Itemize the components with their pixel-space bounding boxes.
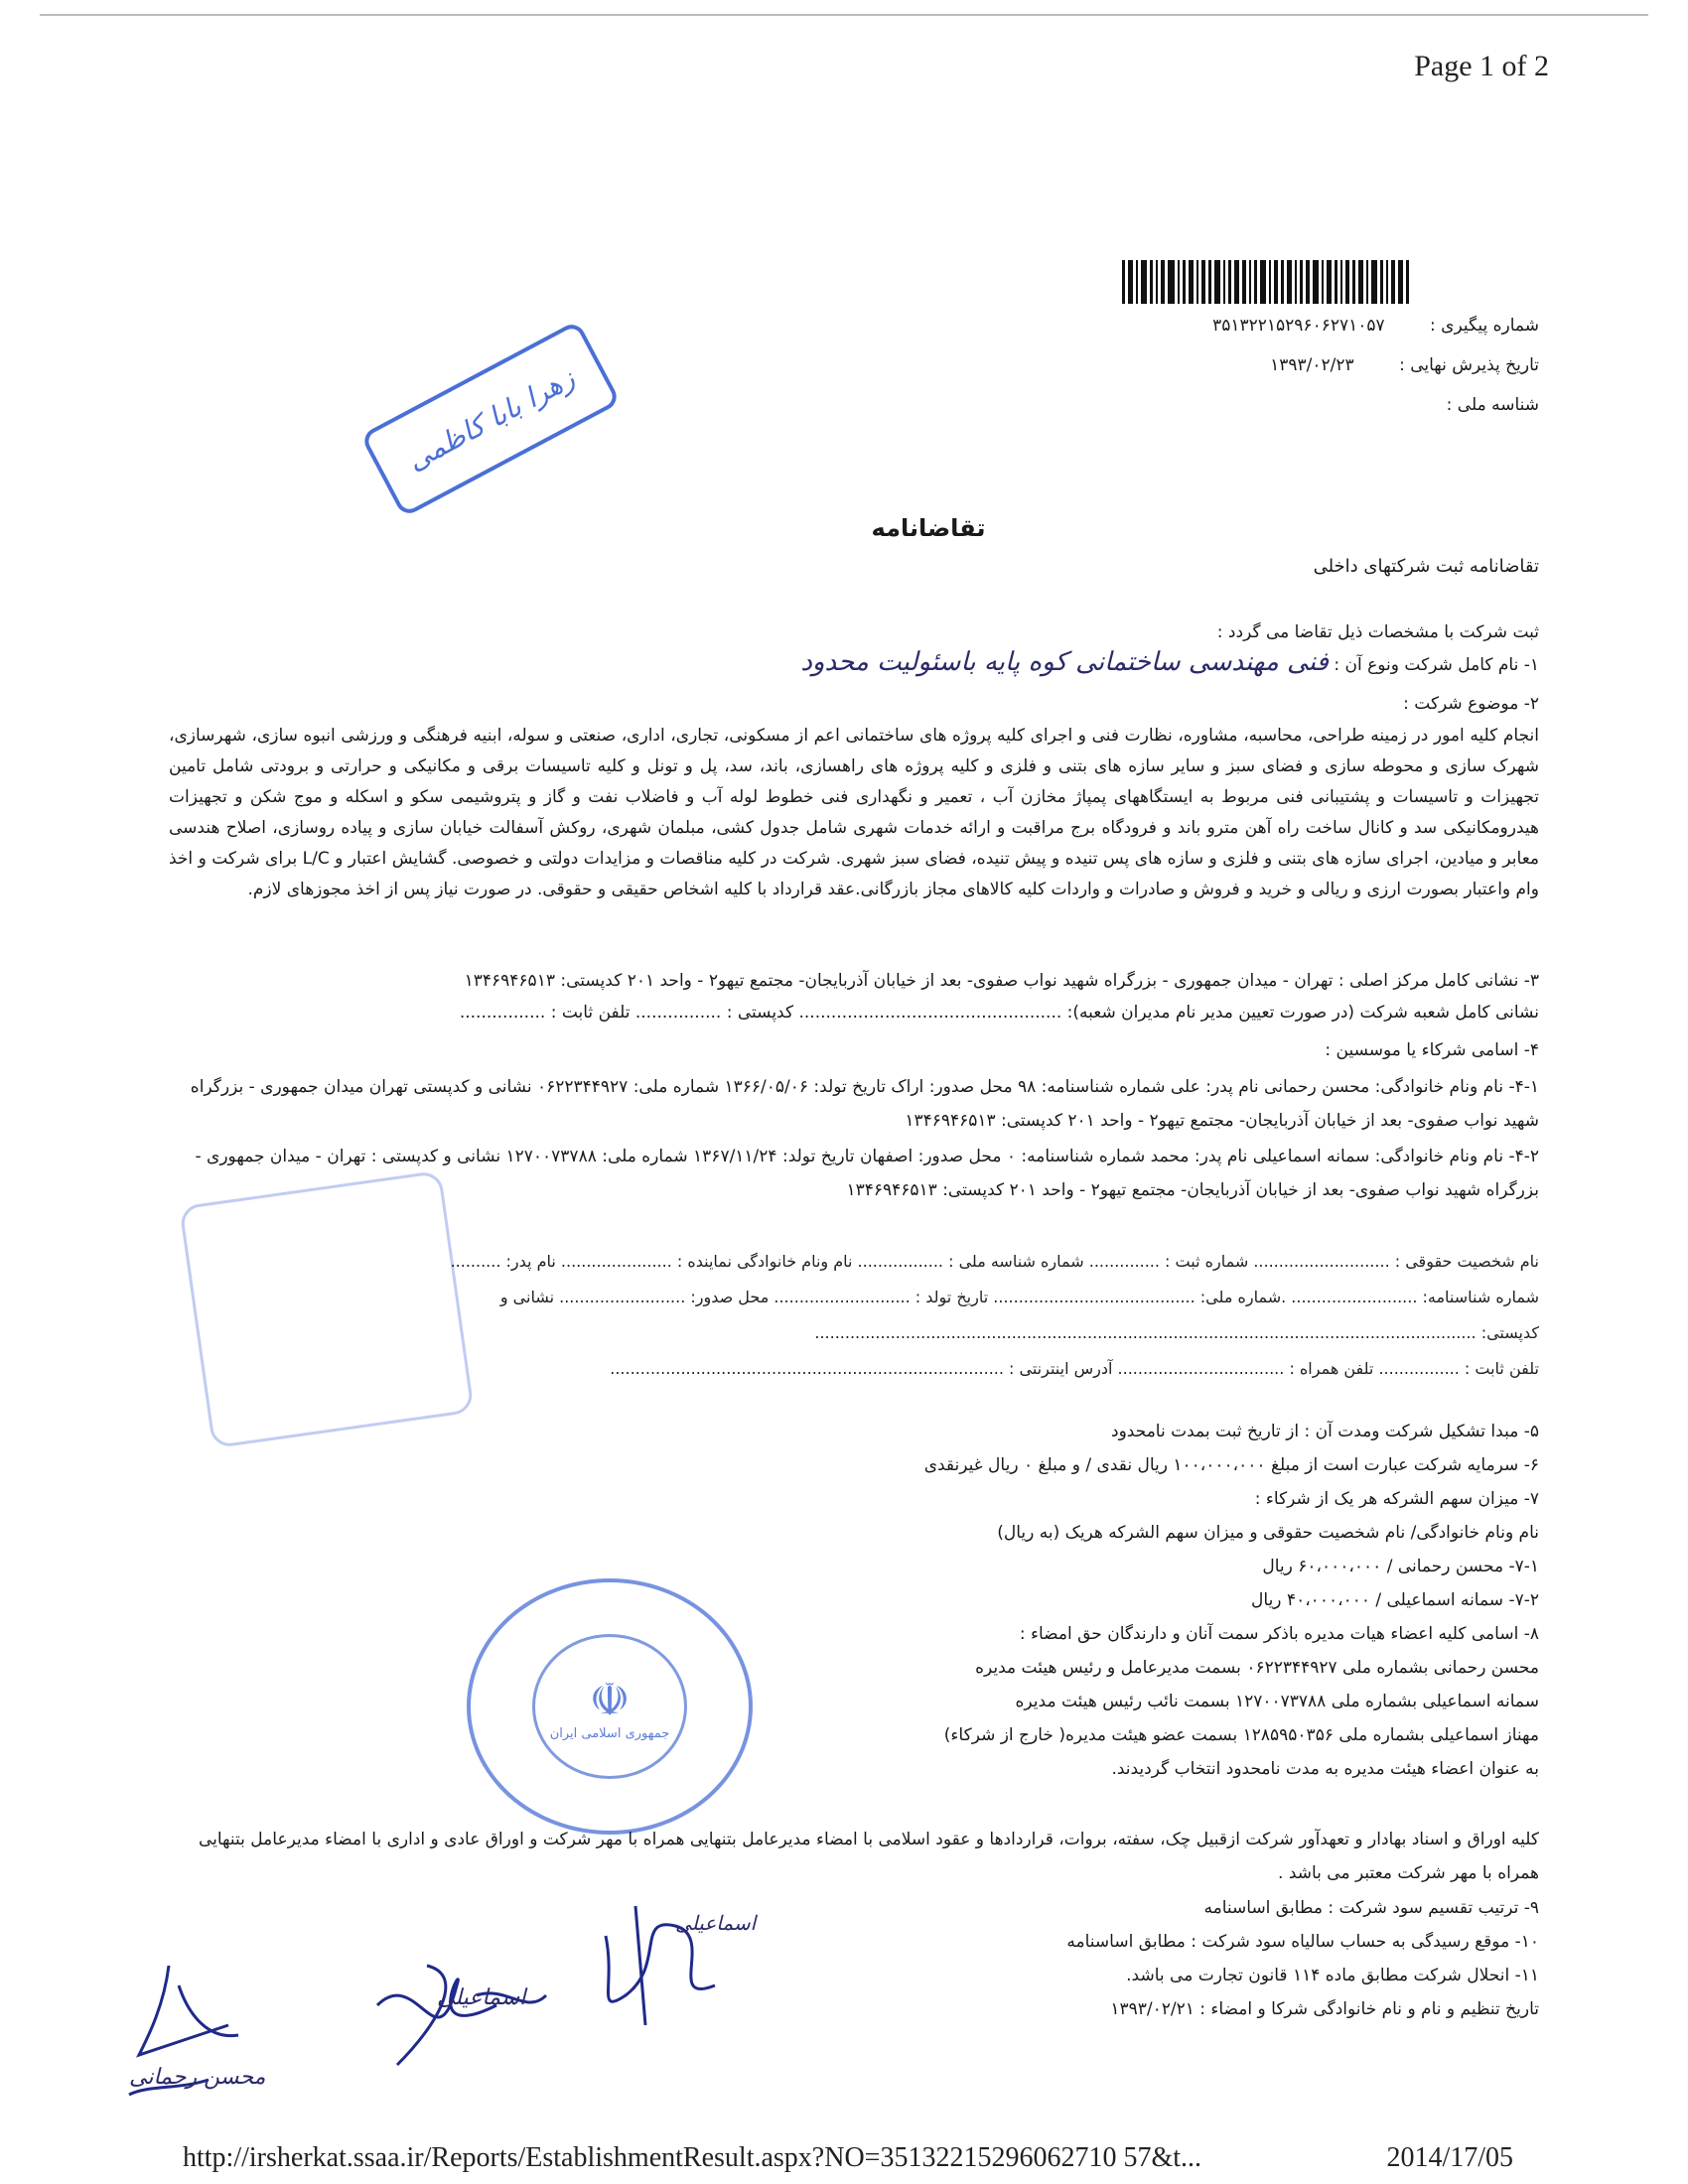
date-line: تاریخ تنظیم و نام و نام خانوادگی شرکا و امضاء : ۱۳۹۳/۰۲/۲۱ bbox=[1110, 1999, 1539, 2019]
page-number: Page 1 of 2 bbox=[1414, 50, 1549, 82]
barcode-bar bbox=[1122, 260, 1125, 304]
barcode-bar bbox=[1358, 260, 1363, 304]
barcode-bar bbox=[1223, 260, 1225, 304]
official-seal bbox=[467, 1578, 753, 1835]
barcode-bar bbox=[1300, 260, 1303, 304]
item6: ۶- سرمایه شرکت عبارت است از مبلغ ۱۰۰،۰۰۰،۰۰۰ ریال نقدی / و مبلغ ۰ ریال غیرنقدی bbox=[923, 1455, 1539, 1475]
footer-date: 2014/17/05 bbox=[1386, 2142, 1513, 2173]
legal-entity-line-4: تلفن ثابت : ................ تلفن همراه : ................................. آدرس اینترنتی : .............................................................................. bbox=[610, 1359, 1539, 1378]
barcode-bar bbox=[1269, 260, 1271, 304]
barcode-bar bbox=[1178, 260, 1180, 304]
item1-label: ۱- نام کامل شرکت ونوع آن : bbox=[1334, 655, 1539, 675]
item5: ۵- مبدا تشکیل شرکت ومدت آن : از تاریخ ثبت بمدت نامحدود bbox=[1111, 1422, 1539, 1441]
barcode-bar bbox=[1183, 260, 1186, 304]
barcode-bar bbox=[1322, 260, 1324, 304]
barcode-bar bbox=[1136, 260, 1138, 304]
barcode-bar bbox=[1287, 260, 1292, 304]
barcode-bar bbox=[1168, 260, 1175, 304]
national-id-label: شناسه ملی : bbox=[1446, 395, 1539, 415]
tracking-label: شماره پیگیری : bbox=[1430, 316, 1539, 336]
legal-entity-line-1: نام شخصیت حقوقی : ........................... شماره ثبت : .............. شماره شناسه ملی : ................. نام ونام خانوادگی نماینده : ...................... نام پدر: .......... bbox=[450, 1252, 1539, 1271]
legal-entity-line-2: شماره شناسنامه: ......................... .شماره ملی: ........................................ تاریخ تولد : ........................... محل صدور: ......................... نشانی و bbox=[499, 1288, 1539, 1306]
barcode-bar bbox=[1228, 260, 1231, 304]
barcode-bar bbox=[1295, 260, 1297, 304]
item3-branch: نشانی کامل شعبه شرکت (در صورت تعیین مدیر نام مدیران شعبه): ................................................. کدپستی : ................ تلفن ثابت : ................ bbox=[459, 1003, 1539, 1023]
barcode-bar bbox=[1161, 260, 1165, 304]
item9: ۹- ترتیب تقسیم سود شرکت : مطابق اساسنامه bbox=[1203, 1898, 1539, 1918]
item7-1: ۷-۱- محسن رحمانی / ۶۰،۰۰۰،۰۰۰ ریال bbox=[1262, 1557, 1539, 1576]
tracking-value: ۳۵۱۳۲۲۱۵۲۹۶۰۶۲۷۱۰۵۷ bbox=[1212, 316, 1385, 336]
barcode-bar bbox=[1340, 260, 1342, 304]
item8-3: مهناز اسماعیلی بشماره ملی ۱۲۸۵۹۵۰۳۵۶ بسمت عضو هیئت مدیره( خارج از شرکاء) bbox=[943, 1725, 1539, 1745]
item1-row bbox=[169, 647, 1539, 681]
barcode-bar bbox=[1214, 260, 1220, 304]
barcode-bar bbox=[1201, 260, 1205, 304]
barcode-bar bbox=[1380, 260, 1383, 304]
item11: ۱۱- انحلال شرکت مطابق ماده ۱۱۴ قانون تجارت می باشد. bbox=[1126, 1966, 1539, 1985]
item8-2: سمانه اسماعیلی بشماره ملی ۱۲۷۰۰۷۳۷۸۸ بسمت نائب رئیس هیئت مدیره bbox=[1015, 1692, 1539, 1711]
barcode-bar bbox=[1196, 260, 1198, 304]
barcode-bar bbox=[1345, 260, 1349, 304]
barcode-bar bbox=[1386, 260, 1388, 304]
barcode-bar bbox=[1366, 260, 1368, 304]
signing-authority: کلیه اوراق و اسناد بهادار و تعهدآور شرکت ازقبیل چک، سفته، بروات، قراردادها و عقود اسلامی با امضاء مدیرعامل بتنهایی همراه با مهر شرکت و اوراق عادی و اداری با امضاء مدیرعامل بتنهایی همراه با مهر شرکت معتبر می باشد . bbox=[198, 1830, 1539, 1883]
item2-label: ۲- موضوع شرکت : bbox=[1403, 694, 1539, 714]
top-border-line bbox=[40, 14, 1648, 16]
national-id-row bbox=[943, 395, 1539, 415]
intro-line: ثبت شرکت با مشخصات ذیل تقاضا می گردد : bbox=[1216, 622, 1539, 642]
seal-text: جمهوری اسلامی ایران bbox=[549, 1725, 670, 1741]
barcode-bar bbox=[1150, 260, 1153, 304]
item8-4: به عنوان اعضاء هیئت مدیره به مدت نامحدود انتخاب گردیدند. bbox=[1111, 1759, 1539, 1779]
item7-heading: نام ونام خانوادگی/ نام شخصیت حقوقی و میزان سهم الشرکه هریک (به ریال) bbox=[997, 1523, 1539, 1543]
item10: ۱۰- موقع رسیدگی به حساب سالیاه سود شرکت : مطابق اساسنامه bbox=[1066, 1932, 1539, 1952]
signature-3-name: اسماعیلی bbox=[675, 1911, 757, 1935]
emblem-icon: ☫ bbox=[589, 1672, 631, 1726]
acceptance-value: ۱۳۹۳/۰۲/۲۳ bbox=[1270, 355, 1354, 375]
footer-url[interactable]: http://irsherkat.ssaa.ir/Reports/EstablishmentResult.aspx?NO=35132215296062710 57&t... bbox=[183, 2142, 1202, 2173]
acceptance-row bbox=[943, 355, 1539, 375]
signature-1-name: محسن رحمانی bbox=[129, 2065, 266, 2090]
item4-2-partner: ۴-۲- نام ونام خانوادگی: سمانه اسماعیلی نام پدر: محمد شماره شناسنامه: ۰ محل صدور: اصفهان تاریخ تولد: ۱۳۶۷/۱۱/۲۴ شماره ملی: ۱۲۷۰۰۷۳۷۸۸ نشانی و کدپستی : تهران - میدان جمهوری - بزرگراه شهید نواب صفوی- بعد از خیابان آذربایجان- مجتمع تیهو۲ - واحد ۲۰۱ کدپستی: ۱۳۴۶۹۴۶۵۱۳ bbox=[195, 1147, 1539, 1200]
document-title: تقاضانامه bbox=[871, 514, 986, 542]
barcode-bar bbox=[1208, 260, 1211, 304]
barcode-bar bbox=[1234, 260, 1239, 304]
barcode-bar bbox=[1128, 260, 1133, 304]
barcode-bar bbox=[1249, 260, 1251, 304]
barcode-bar bbox=[1313, 260, 1319, 304]
item7: ۷- میزان سهم الشرکه هر یک از شرکاء : bbox=[1254, 1489, 1539, 1509]
item8: ۸- اسامی کلیه اعضاء هیات مدیره باذکر سمت آنان و دارندگان حق امضاء : bbox=[1019, 1624, 1539, 1644]
barcode-bar bbox=[1141, 260, 1147, 304]
item2-text: انجام کلیه امور در زمینه طراحی، محاسبه، مشاوره، نظارت فنی و اجرای کلیه پروژه های ساختمانی اعم از مسکونی، تجاری، اداری، صنعتی و سوله، ابنیه فرهنگی و ورزشی انبوه سازی، شهرسازی، شهرک سازی و محوطه سازی و فضای سبز و سایر سازه های بتنی و فلزی و کلیه پروژه های راهسازی، باند، سد، پل و تونل و کلیه تاسیسات برقی و مکانیکی و حرارتی و برودتی شامل تامین تجهیزات و تاسیسات و پشتیبانی فنی مربوط به ایستگاههای پمپاژ مخازن آب ، تعمیر و نگهداری فنی خطوط لوله آب و فاضلاب نفت و گاز و پتروشیمی سکو و اسکله و موج شکن و تجهیزات هیدرومکانیکی سد و کانال ساخت راه آهن مترو باند و فرودگاه برج مراقبت و ارائه خدمات شهری شامل جدول کشی، مبلمان شهری، روکش آسفالت خیابان سازی و پیاده روسازی، اصلاح هندسی معابر و میادین، اجرای سازه های بتنی و فلزی و سازه های پس تنیده و پیش تنیده، فضای سبز شهری. شرکت در کلیه مناقصات و مزایدات دولتی و خصوصی. گشایش اعتبار و L/C برای شرکت و اخذ وام واعتبار بصورت ارزی و ریالی و خرید و فروش و صادرات و واردات کلیه کالاهای مجاز بازرگانی.عقد قرارداد با کلیه اشخاص حقیقی و حقوقی. در صورت نیاز پس از اخذ مجوزهای لازم. bbox=[169, 726, 1540, 899]
barcode-bar bbox=[1391, 260, 1395, 304]
tracking-row bbox=[943, 316, 1539, 336]
legal-entity-line-3: کدپستی: ................................................................................................................................... bbox=[814, 1323, 1539, 1342]
barcode-bar bbox=[1260, 260, 1266, 304]
barcode-bar bbox=[1335, 260, 1337, 304]
item7-2: ۷-۲- سمانه اسماعیلی / ۴۰،۰۰۰،۰۰۰ ریال bbox=[1251, 1590, 1539, 1610]
item4-heading: ۴- اسامی شرکاء یا موسسین : bbox=[1325, 1040, 1539, 1060]
acceptance-label: تاریخ پذیرش نهایی : bbox=[1399, 355, 1539, 375]
item8-1: محسن رحمانی بشماره ملی ۰۶۲۲۳۴۴۹۲۷ بسمت مدیرعامل و رئیس هیئت مدیره bbox=[975, 1658, 1539, 1678]
barcode bbox=[1122, 260, 1539, 304]
document-subtitle: تقاضانامه ثبت شرکتهای داخلی bbox=[1313, 556, 1539, 577]
barcode-bar bbox=[1371, 260, 1377, 304]
barcode-bar bbox=[1327, 260, 1332, 304]
barcode-bar bbox=[1156, 260, 1158, 304]
barcode-bar bbox=[1352, 260, 1355, 304]
barcode-bar bbox=[1274, 260, 1278, 304]
company-name-handwritten: فنی مهندسی ساختمانی کوه پایه باسئولیت محدود bbox=[800, 647, 1329, 677]
barcode-bar bbox=[1254, 260, 1257, 304]
barcode-bar bbox=[1281, 260, 1284, 304]
name-stamp bbox=[359, 320, 621, 517]
barcode-bar bbox=[1406, 260, 1409, 304]
stamp-name-text: زهرا بابا کاظمی bbox=[401, 360, 580, 478]
item4-1-partner: ۴-۱- نام ونام خانوادگی: محسن رحمانی نام پدر: علی شماره شناسنامه: ۹۸ محل صدور: اراک تاریخ تولد: ۱۳۶۶/۰۵/۰۶ شماره ملی: ۰۶۲۲۳۴۴۹۲۷ نشانی و کدپستی تهران میدان جمهوری - بزرگراه شهید نواب صفوی- بعد از خیابان آذربایجان- مجتمع تیهو۲ - واحد ۲۰۱ کدپستی: ۱۳۴۶۹۴۶۵۱۳ bbox=[190, 1077, 1539, 1131]
signature-2-name: اسماعیلی bbox=[437, 1985, 526, 2010]
barcode-bar bbox=[1306, 260, 1310, 304]
barcode-bar bbox=[1242, 260, 1246, 304]
signature-2 bbox=[357, 1946, 556, 2085]
footer bbox=[183, 2142, 1513, 2174]
barcode-bar bbox=[1189, 260, 1194, 304]
barcode-bar bbox=[1398, 260, 1403, 304]
item3-address: ۳- نشانی کامل مرکز اصلی : تهران - میدان جمهوری - بزرگراه شهید نواب صفوی- بعد از خیابان آذربایجان- مجتمع تیهو۲ - واحد ۲۰۱ کدپستی: ۱۳۴۶۹۴۶۵۱۳ bbox=[464, 971, 1539, 991]
